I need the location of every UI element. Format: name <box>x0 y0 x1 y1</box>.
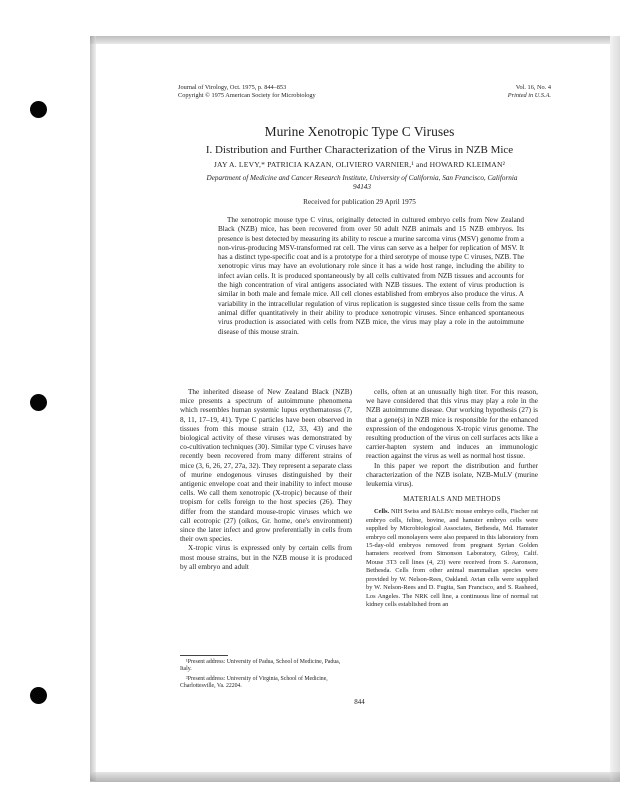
photocopy-bottom-edge <box>90 772 620 782</box>
printed-in: Printed in U.S.A. <box>507 92 551 99</box>
methods-lead: Cells. <box>374 508 390 516</box>
left-column <box>180 388 352 572</box>
abstract: The xenotropic mouse type C virus, originally detected in cultured embryo cells from New Zealand Black (NZB) mice, has been recovered from over 50 adult NZB animals and 15 NZB embryos. Its presence is best detected by measuring its ability to rescue a murine sarcoma virus (MSV) genome from a non-virus-producing MSV-transformed rat cell. The virus can serve as a helper for replication of MSV. It has a distinct type-specific coat and is a prototype for a third serotype of mouse type C viruses, NZB. The xenotropic virus may have an evolutionary role since it has a wide host range, including the ability to infect avian cells. It is produced spontaneously by all cells cultivated from NZB tissues and accounts for the high concentration of viral antigens associated with NZB tissues. The extent of virus production is similar in both male and female mice. All cell clones established from embryos also produce the virus. A variability in the intracellular regulation of virus replication is suggested since tissue cells from the same animal differ quantitatively in their ability to produce xenotropic viruses. Since enhanced spontaneous virus production is associated with cells from NZB mice, the virus may play a role in the autoimmune disease of this mouse strain. <box>218 216 524 336</box>
journal-citation-line: Journal of Virology, Oct. 1975, p. 844–853 <box>178 84 287 91</box>
intro-paragraph: The inherited disease of New Zealand Black (NZB) mice presents a spectrum of autoimmune phenomena which resembles human systemic lupus erythematosus (7, 8, 11, 17–19, 41). Type C particles have been observed in tissues from this mouse strain (12, 33, 43) and the biological activity of these viruses was demonstrated by co-cultivation techniques (30). Similar type C viruses have recently been recovered from many different strains of mice (3, 6, 26, 27, 27a, 32). They represent a separate class of murine endogenous viruses distinguished by their antigenic envelope coat and their inability to infect mouse cells. We call them xenotropic (X-tropic) because of their tropism for cells foreign to the host species (26). They differ from the standard mouse-tropic viruses which we call ecotropic (27) (oikos, Gr. home, one's environment) since the later infect and grow preferentially in cells from their own species. <box>180 388 352 544</box>
photocopy-top-edge <box>90 36 610 44</box>
volume-info <box>508 84 551 100</box>
right-column <box>366 388 538 609</box>
received-date: Received for publication 29 April 1975 <box>303 198 416 206</box>
footnotes <box>180 655 352 692</box>
footnote: ¹Present address: University of Padua, School of Medicine, Padua, Italy. <box>180 659 341 673</box>
intro-paragraph: cells, often at an unusually high titer. For this reason, we have considered that this virus may play a role in the NZB autoimmune disease. Our working hypothesis (27) is that a gene(s) in NZB mice is responsible for the enhanced expression of the endogenous X-tropic virus genome. The resulting production of the virus on cell surfaces acts like a carrier-hapten system and induces an immunologic reaction against the virus as well as normal host tissue. <box>366 388 538 461</box>
page-number: 844 <box>354 698 365 706</box>
footnote: ²Present address: University of Virginia, School of Medicine, Charlottesville, Va. 22204. <box>180 675 328 689</box>
section-heading: MATERIALS AND METHODS <box>403 495 501 504</box>
intro-paragraph: In this paper we report the distribution and further characterization of the NZB isolate, NZB-MuLV (murine leukemia virus). <box>366 461 538 489</box>
binder-hole-top <box>30 101 47 118</box>
article-title: Murine Xenotropic Type C Viruses <box>264 124 455 139</box>
affiliation: Department of Medicine and Cancer Research Institute, University of California, San Francisco, California 94143 <box>206 174 518 191</box>
methods-text: NIH Swiss and BALB/c mouse embryo cells, Fischer rat embryo cells, feline, bovine, and hamster embryo cells were supplied by Microbiological Associates, Bethesda, Md. Hamster embryo cell monolayers were also prepared in this laboratory from 15-day-old embryos removed from pregnant Syrian Golden hamsters received from Simonson Laboratory, Gilroy, Calif. Mouse 3T3 cell lines (4, 23) were received from S. Aaronson, Bethesda. Cells from other animal mammalian species were provided by W. Nelson-Rees, Oakland. Avian cells were supplied by W. Nelson-Rees and D. Fugita, San Francisco, and S. Rasheed, Los Angeles. The NRK cell line, a continuous line of normal rat kidney cells established from an <box>366 508 538 608</box>
binder-hole-bottom <box>30 687 47 704</box>
binder-hole-middle <box>30 394 47 411</box>
copyright-line: Copyright © 1975 American Society for Microbiology <box>178 92 316 99</box>
intro-paragraph: X-tropic virus is expressed only by certain cells from most mouse strains, but in the NZB mouse it is produced by all embryo and adult <box>180 544 352 571</box>
article-subtitle: I. Distribution and Further Characterization of the Virus in NZB Mice <box>205 144 514 156</box>
footnote-rule <box>180 655 228 656</box>
photocopy-left-edge <box>90 36 96 781</box>
methods-paragraph <box>366 508 538 609</box>
author-list: JAY A. LEVY,* PATRICIA KAZAN, OLIVIERO VARNIER,¹ and HOWARD KLEIMAN² <box>213 160 506 169</box>
article-page <box>112 60 607 760</box>
photocopy-right-edge <box>610 36 620 781</box>
journal-citation <box>178 84 316 100</box>
volume-number: Vol. 16, No. 4 <box>515 84 551 91</box>
